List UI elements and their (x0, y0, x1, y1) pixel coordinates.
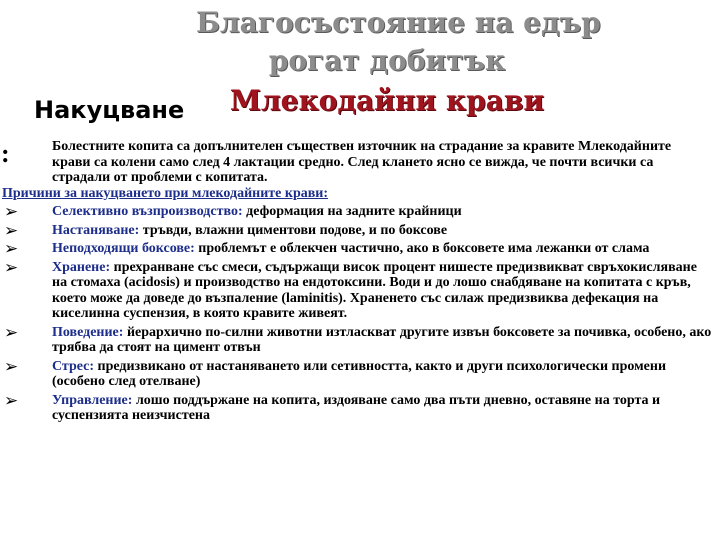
cause-item (0, 322, 712, 356)
cause-term: Настаняване: (52, 222, 140, 238)
cause-term: Хранене: (52, 259, 111, 275)
cause-term: Управление: (52, 392, 133, 408)
cause-item (0, 257, 712, 322)
causes-heading: Причини за накуцването при млекодайните крави: (2, 185, 329, 201)
cause-text: деформация на задните крайници (242, 204, 462, 219)
cause-term: Неподходящи боксове: (52, 241, 195, 256)
cause-term: Стрес: (52, 358, 95, 374)
arrow-bullet-icon: ➢ (4, 390, 19, 411)
cause-text: тръвди, влажни циментови подове, и по боксове (139, 222, 448, 238)
cause-item (0, 356, 712, 390)
arrow-bullet-icon: ➢ (4, 356, 19, 377)
arrow-bullet-icon: ➢ (4, 322, 19, 343)
cause-text: лошо поддържане на копита, издояване само два пъти дневно, оставяне на торта и суспензията неизчистена (52, 392, 661, 423)
intro-text: Болестните копита са допълнителен съществен източник на страдание за кравите Млекодайните крави са колени само след 4 лактации средно. След клането ясно се вижда, че почти всички са страдали от проблеми с копитата. (52, 139, 672, 185)
arrow-bullet-icon: ➢ (4, 239, 19, 259)
colon-bullet-icon: : (1, 139, 10, 168)
cause-item (0, 220, 712, 241)
cause-term: Поведение: (52, 324, 124, 340)
slide-title-line-3: Млекодайни крави (229, 84, 545, 117)
arrow-bullet-icon: ➢ (4, 257, 19, 278)
slide-title-line-1: Благосъстояние на едър (196, 6, 601, 39)
slide-content (0, 139, 712, 424)
cause-item (0, 241, 712, 257)
cause-item (0, 204, 712, 220)
cause-text: прехранване със смеси, съдържащи висок процент нишесте предизвикват свръхокисляване на стомаха (acidosis) и производство на ендотоксини. Води и до лошо снабдяване на копитата с кръв, което може да доведе до възпаление (laminitis). Храненето със силаж предизвиква дефекация на киселинна суспензия, в която кравите живеят. (52, 259, 697, 321)
causes-list (0, 204, 712, 424)
arrow-bullet-icon: ➢ (4, 202, 19, 222)
cause-term: Селективно възпроизводство: (52, 204, 243, 219)
section-heading: Накуцване (34, 96, 185, 124)
intro-paragraph (0, 139, 712, 186)
cause-text: проблемът е облекчен частично, ако в боксовете има лежанки от слама (194, 241, 650, 256)
cause-text: предизвикано от настаняването или сетивността, както и други психологически промени (особено след отелване) (52, 358, 667, 389)
arrow-bullet-icon: ➢ (4, 220, 19, 241)
cause-text: йерархично по-силни животни изтласкват другите извън боксовете за почивка, особено, ако трябва да стоят на цимент отвън (52, 324, 712, 355)
slide-title-line-2: рогат добитък (268, 44, 506, 77)
cause-item (0, 390, 712, 424)
